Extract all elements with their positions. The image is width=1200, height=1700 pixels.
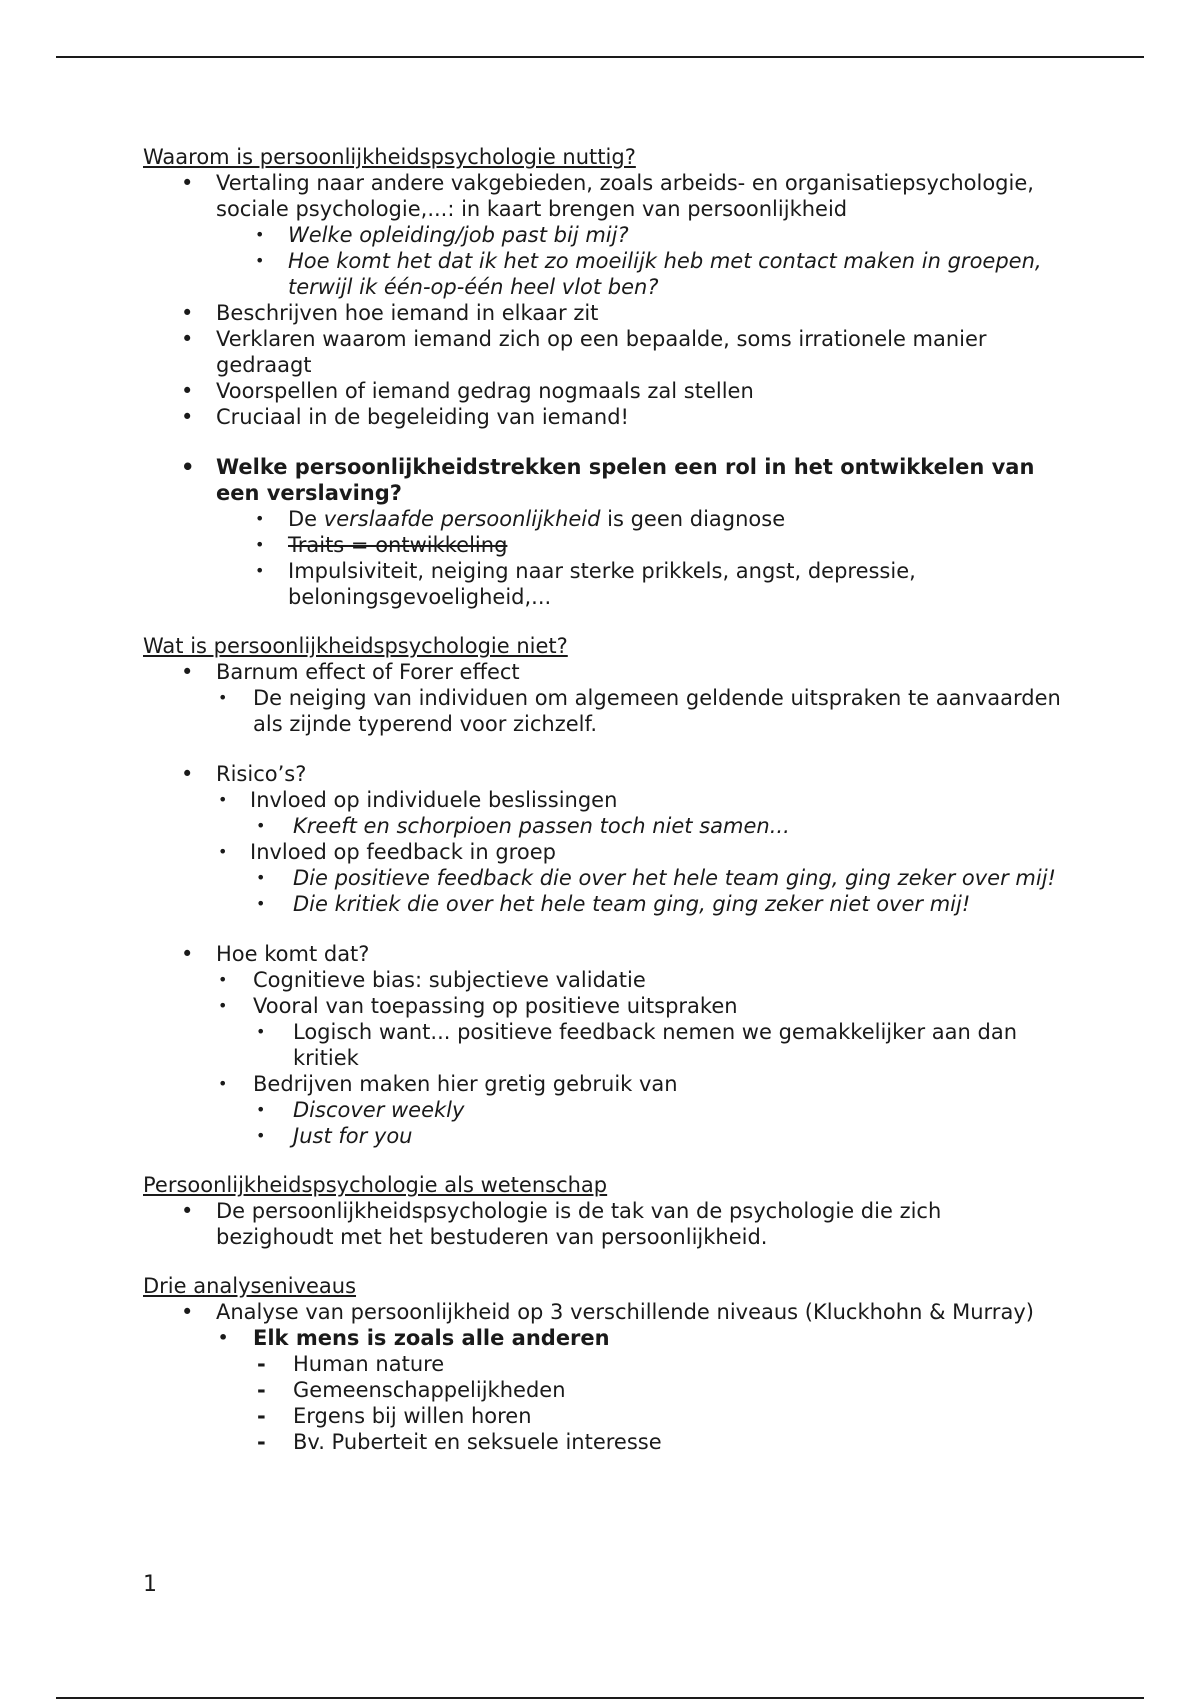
list-item: • Beschrijven hoe iemand in elkaar zit (143, 300, 1063, 326)
bullet-list (143, 1198, 1063, 1250)
spacer (143, 610, 1063, 633)
list-item: - Human nature (143, 1351, 1063, 1377)
spacer (143, 917, 1063, 941)
bullet-list (143, 1299, 1063, 1455)
list-item: • Discover weekly (143, 1097, 1063, 1123)
list-item: - Ergens bij willen horen (143, 1403, 1063, 1429)
bullet-list (143, 659, 1063, 737)
list-item: • Invloed op feedback in groep (143, 839, 1063, 865)
page-number: 1 (143, 1572, 157, 1597)
list-item: • Die kritiek die over het hele team ging, ging zeker niet over mij! (143, 891, 1063, 917)
list-item (143, 506, 1063, 532)
list-item: • Verklaren waarom iemand zich op een bepaalde, soms irrationele manier gedraagt (143, 326, 1063, 378)
list-item: • Logisch want... positieve feedback nemen we gemakkelijker aan dan kritiek (143, 1019, 1063, 1071)
list-item: • Traits = ontwikkeling (143, 532, 1063, 558)
header-rule (56, 56, 1144, 58)
bullet-list (143, 170, 1063, 430)
bullet-list (143, 454, 1063, 610)
list-item: - Bv. Puberteit en seksuele interesse (143, 1429, 1063, 1455)
list-item: • Risico’s? (143, 761, 1063, 787)
list-item: • Cruciaal in de begeleiding van iemand! (143, 404, 1063, 430)
list-item: - Gemeenschappelijkheden (143, 1377, 1063, 1403)
section-heading-wetenschap: Persoonlijkheidspsychologie als wetenschap (143, 1173, 608, 1197)
spacer (143, 737, 1063, 761)
list-item: • Vooral van toepassing op positieve uitspraken (143, 993, 1063, 1019)
text-span: is geen diagnose (600, 507, 786, 531)
list-item: • Hoe komt het dat ik het zo moeilijk heb met contact maken in groepen, terwijl ik één-op-één heel vlot ben? (143, 248, 1063, 300)
list-item: • Invloed op individuele beslissingen (143, 787, 1063, 813)
document-page (143, 144, 1063, 1455)
spacer (143, 1149, 1063, 1172)
list-item: • Welke opleiding/job past bij mij? (143, 222, 1063, 248)
section-heading-nuttig: Waarom is persoonlijkheidspsychologie nuttig? (143, 145, 636, 169)
bullet-list (143, 941, 1063, 1149)
list-item: • Bedrijven maken hier gretig gebruik van (143, 1071, 1063, 1097)
list-item: • Impulsiviteit, neiging naar sterke prikkels, angst, depressie, beloningsgevoeligheid,... (143, 558, 1063, 610)
list-item: • Elk mens is zoals alle anderen (143, 1325, 1063, 1351)
list-item: • Kreeft en schorpioen passen toch niet samen... (143, 813, 1063, 839)
list-item: • Cognitieve bias: subjectieve validatie (143, 967, 1063, 993)
footer-rule (56, 1697, 1144, 1699)
spacer (143, 1250, 1063, 1273)
section-heading-analyseniveaus: Drie analyseniveaus (143, 1274, 357, 1298)
list-item: • Just for you (143, 1123, 1063, 1149)
spacer (143, 430, 1063, 454)
text-span: De (288, 507, 324, 531)
list-item: • Die positieve feedback die over het hele team ging, ging zeker over mij! (143, 865, 1063, 891)
section-heading-niet: Wat is persoonlijkheidspsychologie niet? (143, 634, 568, 658)
list-item: • Analyse van persoonlijkheid op 3 verschillende niveaus (Kluckhohn & Murray) (143, 1299, 1063, 1325)
list-item: • Hoe komt dat? (143, 941, 1063, 967)
list-item: • De persoonlijkheidspsychologie is de tak van de psychologie die zich bezighoudt met het bestuderen van persoonlijkheid. (143, 1198, 1063, 1250)
list-item: • Barnum effect of Forer effect (143, 659, 1063, 685)
list-item: • Voorspellen of iemand gedrag nogmaals zal stellen (143, 378, 1063, 404)
list-item: • Welke persoonlijkheidstrekken spelen een rol in het ontwikkelen van een verslaving? (143, 454, 1063, 506)
list-item: • Vertaling naar andere vakgebieden, zoals arbeids- en organisatiepsychologie, sociale psychologie,...: in kaart brengen van persoonlijkheid (143, 170, 1063, 222)
list-item: • De neiging van individuen om algemeen geldende uitspraken te aanvaarden als zijnde typerend voor zichzelf. (143, 685, 1063, 737)
bullet-list (143, 761, 1063, 917)
emphasis-text: verslaafde persoonlijkheid (323, 507, 601, 531)
